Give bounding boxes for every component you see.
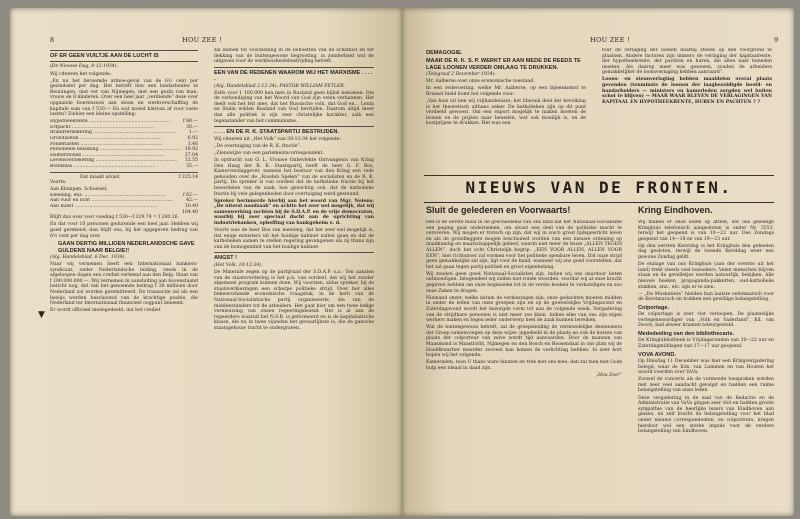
divider [214,67,374,68]
article-heading: . . . . EN DE R. K. STAATSPARTIJ BESTRIJDEN. [214,129,339,136]
divider [424,202,774,203]
paragraph: Mr. Aalberse over onze economische toestand. [426,79,535,85]
divider [214,252,374,253]
paragraph: De Kringbibliotheek is Vrijdagavonden van 20—22 uur en Zaterdagmiddagen van 17—17 uur geopend. [638,338,774,349]
list-item: Grondlasten ..... 6.92 [50,136,198,142]
list-item: Polderlasten ..... 3.46 [50,142,198,148]
article-heading: Colportage. [638,304,670,311]
paragraph: Deze vergadering in de zaal van de Redactie en de Administratie van VaVa gingen zeer vlot en hadden groote sympathie van de heerlijke lezers van Eindhoven aan gezien, en zelf bracht de belangstelling voor het blad onder nieuwe correspondenten, en colporteurs, kregen hierdoor wel een sterke impuls voor de verdere belangstelling van Eindhoven. [638,395,774,435]
paragraph: tour de verlaging der loonen daarbij steeds op den voorgrond te plaatsen. Andere factoren zijn immers de verlaging der kapitaalrente, der hypotheekrente, der pachten en huren, die allen naar beneden moeten. Als daarop meer was gewezen, zouden de arbeiders gemakkelijker de loonsverlaging hebben aanvaard”. [602,48,772,76]
article-source: (De Nieuwe Dag, 8-12-1934). [50,64,119,70]
paragraph: Wat de buitengewoon betreft, zal de groepsleiding de vermoedelijke deelnemers der Groep samenvoegen op deze wijze: ingedeeld in de plaats en ook de kosten van plaats der colporteur van zelve wordt tijd aanvaarden. Door de mannen van Maasmond is Maastricht, Nijmegen en den Bosch en Roosendaal in ons plan wij de Hoofdkwartier meerder zooveel kan komen de verlichting hebben. In zeer kort hopen wij het volgende: [426,325,622,359]
right-column-4 [638,220,774,510]
article-source: (Alg. Handelsblad 2.12.34). PASTOR WILLIAM FETLER. [214,83,346,89]
article-heading: ANGST ! [214,255,237,262]
magazine-spread [10,8,794,516]
paragraph: Loons- en steunverlaging hebben maaldelen overal plaats gevonden (tenminste de loonen der laagbezoldigde hoofd- en handarbeiders — ministers en kamerleden zorgden wel buiten schot te blijven) — MAAR WAAR BLEVEN DE VERLAGINGEN VAN KAPITAAL EN HYPOTHEEKRENTE, HUREN EN PACHTEN ? ? [602,77,772,105]
article-heading: DEMAGOGIE. [426,50,463,56]
article-source: (Telegraaf 2 December 1934). [426,72,496,78]
total-row: Dat maakt alvast f 225.14 [80,174,198,180]
article-heading: MAAR DE R. K. S. P. WERKT ER AAN MEDE DE REEDS TE LAGE LOONEN VERDER OMLAAG TE DRUKKEN. [426,58,581,71]
subtotal: 104.40 [181,209,198,215]
list-item: Levensverzekering ..... 12.55 [50,158,198,164]
paragraph: Zelfs voor 1 100.000 ken men in Rusland geen bijbel bekomen. Om de verkondiging van het Woord van God zijn velen verbannen. Het deelt ook het feit mee, dat het Russische volk, dat God en... Lenin en Stalin wilden Rusland van God bevrijden. Daarom altijd meer dan alle politiek is zijn zeer christelijke karakter, zalk een tegenstander van het communisme. [214,90,374,124]
paragraph: Op den eersten Kerstdag is het Kringhuis den geheelen dag gesloten, terwijl de tweede Kerstdag weer een gewone Zondag geldt. [638,243,774,261]
paragraph: De Minerale zegen op de partijraad der S.D.A.P. o.a.: Ten aanzien van de staatsvordering is het p.h. van oordeel, dat wij het zonder algemeen program kunnen doen. Wij voorzien, aldus spreker, bij de staatsverkiezingen een scherpe politieke strijd. Over het alles beheerschende economische vraagstuk, in de kern van de Nationaal-Socialistische partij organiseerde, die van de middenstanders tot de arbeiders. Het gaat hier om een twee ledige vernieuwing van onzen regeeringsbeleid. Het is al aan de regeerders waaruit het N.S.B. is geformeerd en is de kapitalistische klasse, die nu in twee vijanden het gevaarlijkste is, die de gansche staatsgebouw tracht te ondergraven. [214,269,374,331]
paragraph: „Zienswijze van een parlementscorrespondent. [214,150,324,156]
running-head-right: HOU ZEE ! [590,36,630,44]
article-source: (Alg. Handelsblad, 6 Dec. 1934). [50,254,126,260]
paragraph: „Van huis uit ben wij vrijhandelaars; het liberaal deel der bevolking is het theoretisch althans zeker. De katholieken zijn op dit punt verdeeld gewoest. Om een export mogelijk te maken moeten de loonen en de prijzen naar beneden, wat ook moeilijk is, en de kostprijzen te drukken. Het was een [426,99,586,127]
paragraph: Blijft dus over voor voeding f 530—f 329.74 = f 200.26. [50,215,180,221]
list-item: Aan vuur en licht ..... 42.— [50,198,198,204]
list-item: Kleeding, enz. ..... f 62.— [50,193,198,199]
arrow-down-icon: ▼ [38,310,45,320]
list-item: Brandverzekering ..... 1.— [50,130,198,136]
left-page [10,8,402,516]
divider [50,61,198,62]
divider [424,175,774,176]
paragraph: Kameraden, toon U thans ware fanaten en trek met ons mee; dan zal men met Gods hulp een ideaal in daad zijn. [426,360,622,371]
paragraph: Wij citeeren uit „Het Volk” van 30-11-34 het volgende: [214,136,342,142]
paragraph: „En nu het beroemde armoe-geval van de 6½ cent per gezindsdel per dag. Het betreft hier een landarbeider te Beuningen, niet ver van Nijmegen, met een gezin van man, vrouw en 8 kinderen. Over een heel jaar „verdiende” deze over opgaande boerenzoon aan steun en werkverschaffing de kapitale som van f 530.— En wat moest hiervan af voor vaste lasten? Ziehier een kleine opstelling: [50,78,198,118]
running-head-left: HOU ZEE ! [182,36,222,44]
paragraph: Voorts was de heer Bos van meening, dat het zeer wel mogelijk is, dat enige ministers uit het huidige kabinet zullen gaan en dat de katholieken samen te stellen regering gevangenen als zij thans zijn van de homogeniteit van het huidige kabinet [214,228,374,250]
article-heading: GAAN DERTIG MILLIOEN NEDERLANDSCHE GAVE GULDENS NAAR BELGIE!! [58,241,195,254]
left-column-2 [214,48,374,508]
right-column-3 [426,220,622,510]
paragraph: zal dienen tot voorziening in de behoeften van de schatkist en ter dekking van de buitengewone begrooting, in zonderheid wat de uitgaven voor de werkloosheidsbestrijding betreft. [214,48,374,65]
paragraph: Spreker herinnerde hierbij aan het woord van Mgr. Nolens: „De uiterst noodzaak” en achtte het zeer wel mogelijk, dat wij samenwerking zochten bij de S.D.A.P. en de vrije democraten, waarbij hij zeer speciaal dacht aan de oprichting van industriebanken, opheffing van bankgeheim e. d. [214,198,374,226]
list-item: Erfpacht ..... 30.— [50,125,198,131]
paragraph: In een redevoering, welke Mr. Aalberse, op een bijeenkomst te Brussel hield komt het volgende voor: [426,86,586,97]
article-source: (Het Volk, 10-12-34). [214,262,263,268]
article-heading: VOVA AVOND. [638,351,676,358]
section-subtitle: Kring Eindhoven. [638,205,713,215]
paragraph: Voorts: [50,180,67,186]
paragraph: Zoowel de concerts als de vormende toespraken werden met zeer veel aandacht gevolgd en hadden een ruime belangstelling van onze leden. [638,377,774,394]
paragraph: Wij zouden geen goed Nationaal-Socialisten zijn, indien wij ons daardoor lieten ontmoedigen. Integendeel wij zullen met ronde woorden, voordat wij al onze kracht gegeven hebben om onze beginselen tot in de verste hoeken te verkondigen en zoo onze Zaken te dragen. [426,271,622,294]
article-heading: Mededeeling van den bibliothecaris. [638,331,735,337]
left-column-1 [50,48,198,508]
paragraph: Wij maken er onze leden op attent, dat ons gezellige Kringhuis telefonisch aangesloten is onder Nr. 3553, terwijl het geopend is van 10—22 uur. Des Zondags geopend van 14—18 en van 19—23 uur. [638,220,774,242]
paragraph: Niemand onzer, welke datum de verkiezingen zijn, onze gedachten moeten midden in onder de leden van onze groepen zijn en op de gewestelijke Vrijdagavond en Zaterdagavond wordt het bezorgde vorm tot aan de volgende week. Vergadering van de strijdbare personen is niet meer zoo klein. Indien elke van ons zijn eigen werkers maken en tegen ieder onderwerp heel de zaak kunnen bereiken. [426,295,622,324]
paragraph: De etalage van ons Kringhuis (aan der overste uit het land) trekt steeds veel bezoekers. Velen menschen blijven staan en de gevelletjes werden natuurlijk, bekijken. Alle nieuwe boeken, propaganda-pakketten, oud-katholieke stukken, enz., etc. zijn er te zien. [638,262,774,290]
list-item: Aan Klompen, Schoeisel, [50,187,108,193]
article-heading: OF ER GEEN VUILTJE AAN DE LUCHT IS [50,53,159,59]
page-number-right: 9 [774,36,779,44]
list-item: Personeele belasting ..... 19.92 [50,147,198,153]
section-subtitle: Sluit de gelederen en Voorwaarts! [426,205,571,215]
paragraph: Wij citeeren het volgende: [50,71,112,77]
expense-list [50,119,198,215]
paragraph: Er wordt officieel medegedeeld, dat het crediet [50,308,161,314]
list-item: Hypotheekrente ..... f 88.— [50,119,198,125]
section-banner: NIEUWS VAN DE FRONTEN. [465,178,733,197]
divider [50,172,198,173]
right-column-2 [602,48,772,174]
page-number-left: 8 [50,36,55,44]
paragraph: — „De Musketiers” hielden hun laatste oefenmarsch voor de Kerstmarsch en trokken een gewillige belangstelling. [638,291,774,303]
sign-off: „Hou Zee!” [595,372,622,378]
paragraph: De colportage is zeer vlot verloopen. De plaatselijke vertegenwoordiger van „Volk en Vaderland”, Kd. van Doorn, had alweer kranten teleurgesteld. [638,312,774,329]
right-page [402,8,794,516]
article-heading: EEN VAN DE REDENEN WAAROM WIJ HET MARXISME . . . . . [214,69,373,83]
divider [50,50,198,51]
paragraph: Op Dinsdag 11 December was hier een Kringvergadering belegd, waar de Kds. van Lummen en van Houten het woord voerden over VaVa. [638,359,774,376]
list-item: Bondskas ..... 35.— [50,164,198,170]
right-column-1 [426,48,586,174]
paragraph: Het is de eerste maal in de geschiedenis van ons land dat het Nationaal-Socialisme een poging gaat ondernemen, om alvast een deel van de politieke macht te veroveren. Wij mogen er trotsch op zijn, dat wij in zoo'n groot tijdsgewricht leven en als de grondleggers mogen beschouwd worden van een nieuwe ordening op maatkundig en maatschappelijk gebied, waarin niet meer de leuze „ALLEN TEGEN ALLEN”, doch het echt Christelijk begrip: „EEN VOOR ALLEN, ALLEN VOOR EEN”, hier richtsnoer zal vormen voor het politieke openbare leven. Dat onze strijd geen gemakkelijke zal zijn, ligt voor de hand, wanneer wij ons goed voorstellen, dat het zal gaan tegen partij-politiek en groot eigenbelang. [426,220,622,270]
paragraph: En dat voor 10 personen gedurende een heel jaar. Hebben wij goed gerekend, dan blijft ons, bij het opgegeven bedrag van 6½ cent per dag over. [50,222,198,239]
paragraph: In opdracht van O. L. Vrouwe Onbevlekte Ontvangenis van Kring Den Haag der R. K. Staatspartij heeft de heer G. F. Bos, Kamerverslaggever, namens het bestuur van den Kring een rede gehouden over de „Rooden Spelen” van de socialisten en de R. K. partij. De spreker is van oordeel dat de katholieke fractie bij het beoordelen van de zaak, hoe gewichtig ook, dat de katholieke fractie bij vele gelegenheden door overtuiging werd gesteund. [214,157,374,197]
paragraph: Naar wij vernemen heeft een Internationaal bankiers-syndicaat, onder Nederlandsche leiding, reeds in de afgeloopen dagen een crediet verleend aan den Belg. Staat van f 100.000.000.—. Wij vernemen in aansluiting aan bovenstaand bericht nog, dat van het genoemde bedrag f 30 millioen door Nederland zal worden geremitteerd. De transactie zal als een bewijs werden beschouwd van de krachtige positie, die Nederland ter Internationaal financieel oogpunt inneemt. [50,262,198,307]
divider [214,126,374,127]
paragraph: „De overtuiging van de R. K. fractie”. [214,143,302,149]
list-item: Doktersfonds ..... 27.04 [50,153,198,159]
list-item: Aan kunst ..... 10.40 [50,204,198,210]
